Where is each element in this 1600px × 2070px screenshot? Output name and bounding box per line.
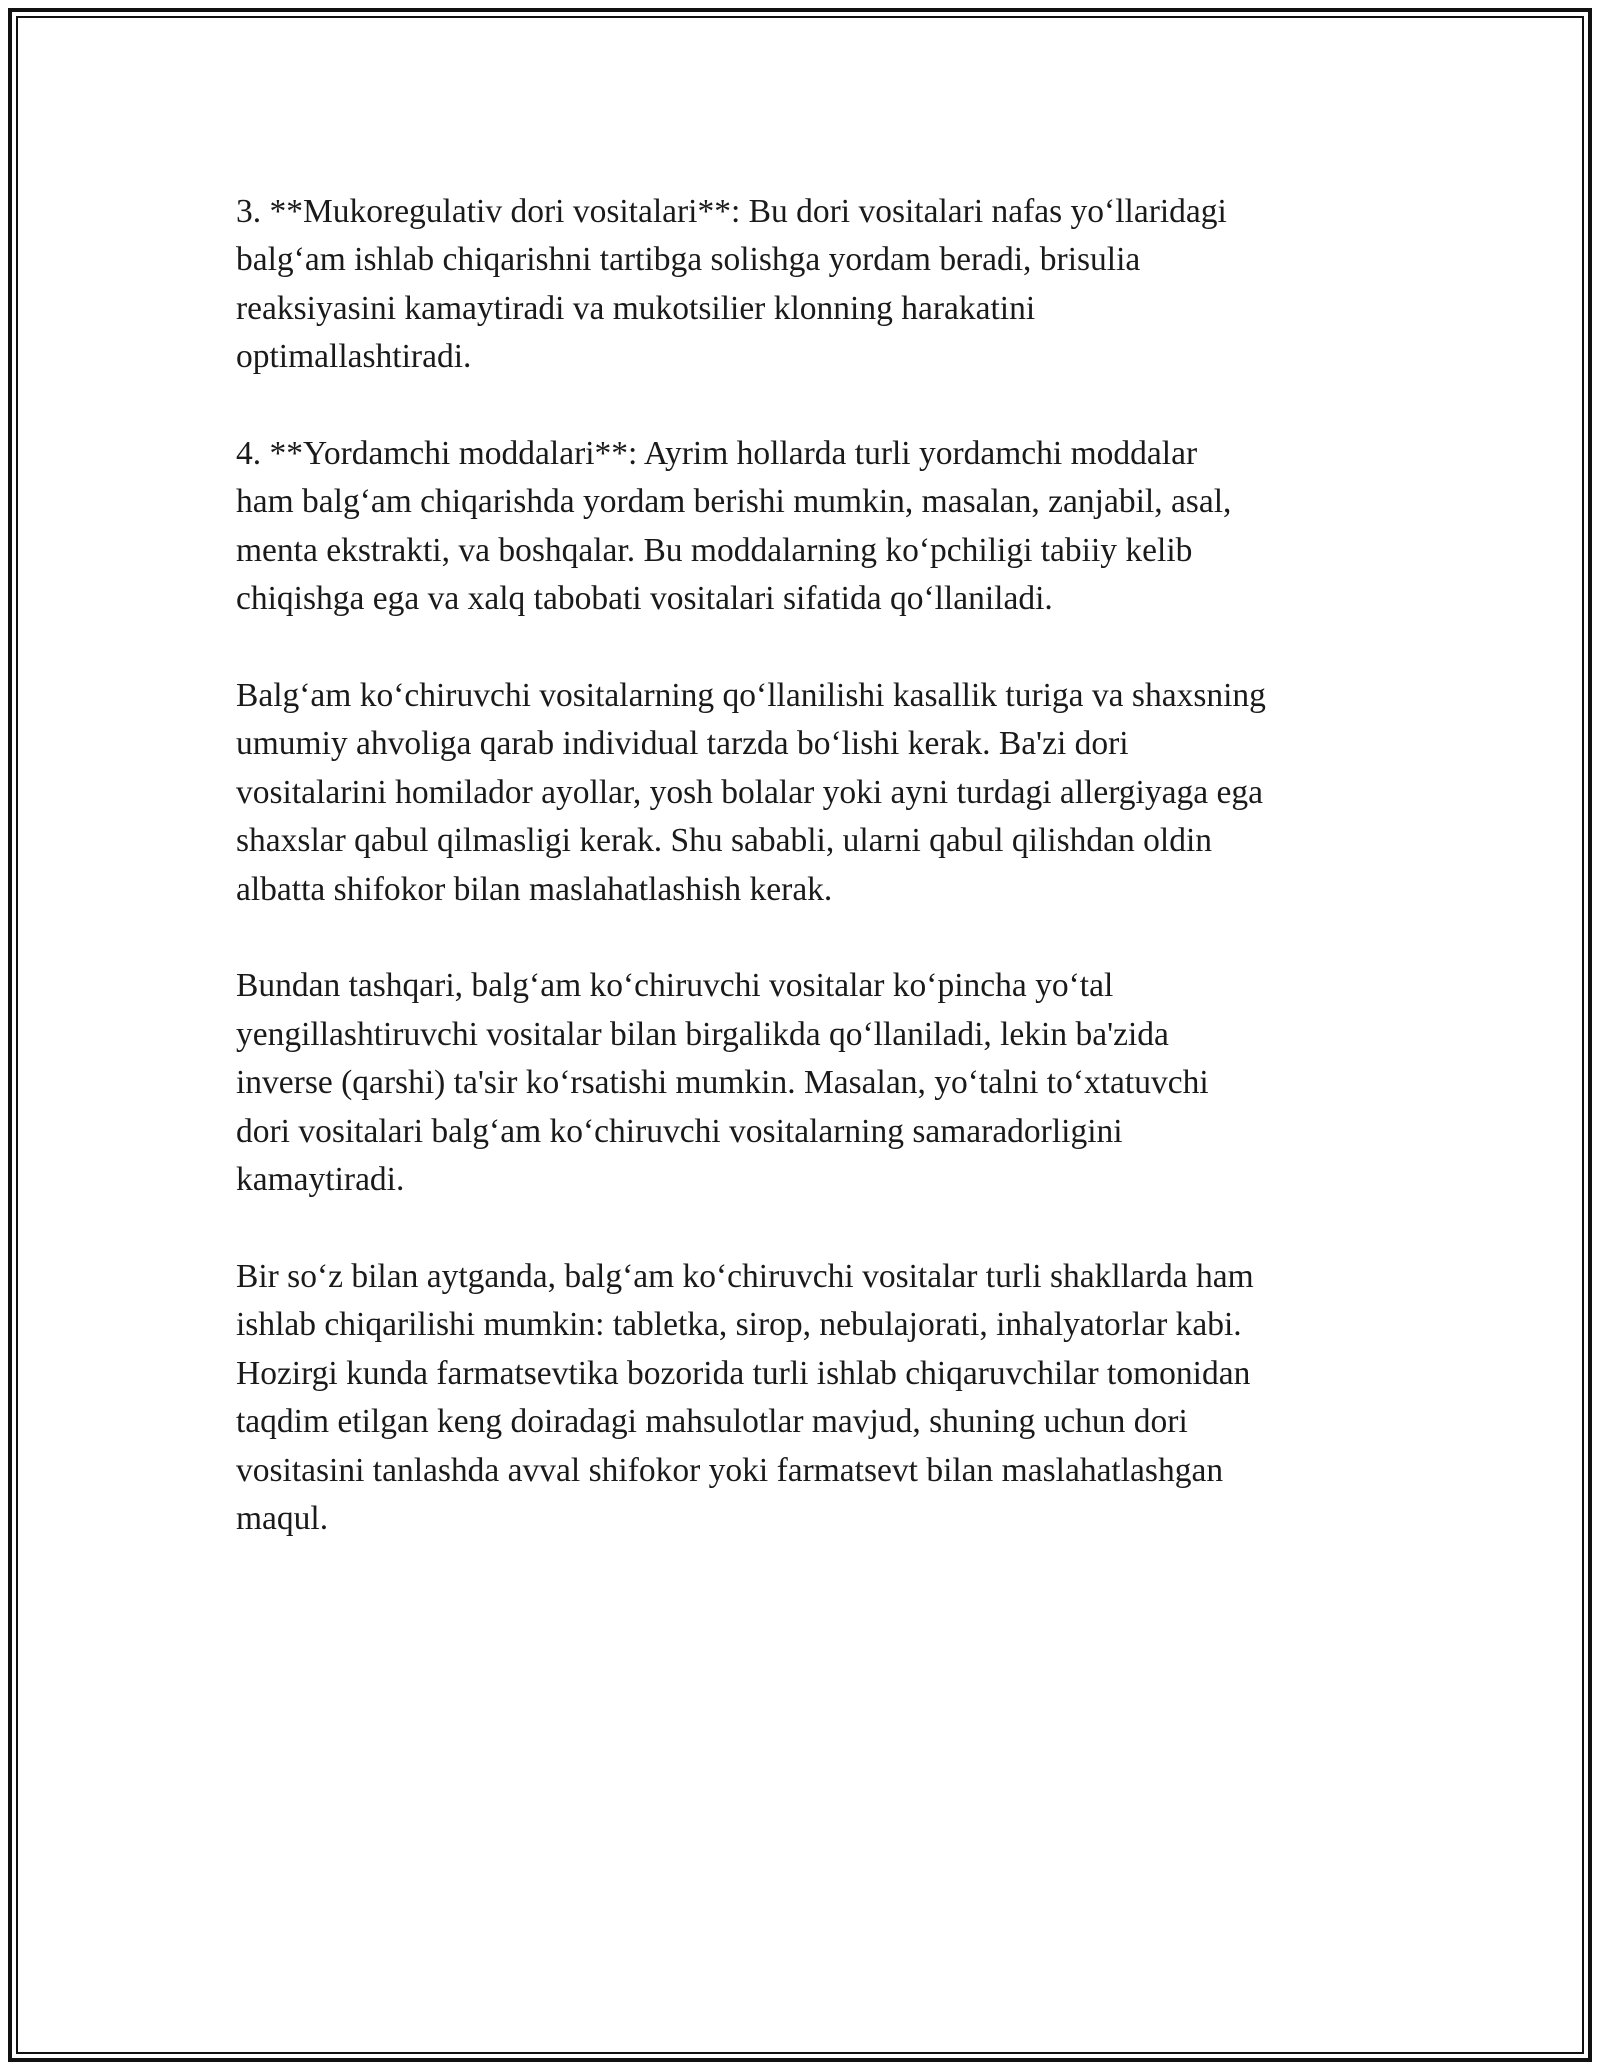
text-line: vositasini tanlashda avval shifokor yoki farmatsevt bilan maslahatlashgan bbox=[236, 1451, 1224, 1489]
text-line: yengillashtiruvchi vositalar bilan birgalikda qo‘llaniladi, lekin ba'zida bbox=[236, 1015, 1169, 1053]
text-line: menta ekstrakti, va boshqalar. Bu moddalarning ko‘pchiligi tabiiy kelib bbox=[236, 531, 1193, 569]
text-line: albatta shifokor bilan maslahatlashish kerak. bbox=[236, 870, 833, 908]
text-line: shaxslar qabul qilmasligi kerak. Shu sababli, ularni qabul qilishdan oldin bbox=[236, 822, 1212, 860]
text-line: Hozirgi kunda farmatsevtika bozorida turli ishlab chiqaruvchilar tomonidan bbox=[236, 1354, 1251, 1392]
text-line: umumiy ahvoliga qarab individual tarzda bo‘lishi kerak. Ba'zi dori bbox=[236, 725, 1129, 763]
text-line: dori vositalari balg‘am ko‘chiruvchi vositalarning samaradorligini bbox=[236, 1112, 1123, 1150]
text-line: chiqishga ega va xalq tabobati vositalari sifatida qo‘llaniladi. bbox=[236, 580, 1053, 618]
text-line: kamaytiradi. bbox=[236, 1161, 405, 1199]
paragraph-bir-soz bbox=[236, 1253, 1376, 1543]
text-line: ham balg‘am chiqarishda yordam berishi mumkin, masalan, zanjabil, asal, bbox=[236, 483, 1232, 521]
text-line: Bundan tashqari, balg‘am ko‘chiruvchi vositalar ko‘pincha yo‘tal bbox=[236, 967, 1114, 1005]
text-line: ishlab chiqarilishi mumkin: tabletka, sirop, nebulajorati, inhalyatorlar kabi. bbox=[236, 1306, 1242, 1344]
text-line: optimallashtiradi. bbox=[236, 338, 472, 376]
text-line: 3. **Mukoregulativ dori vositalari**: Bu dori vositalari nafas yo‘llaridagi bbox=[236, 193, 1227, 230]
paragraph-bundan-tashqari bbox=[236, 962, 1376, 1204]
text-line: reaksiyasini kamaytiradi va mukotsilier klonning harakatini bbox=[236, 289, 1036, 327]
text-line: vositalarini homilador ayollar, yosh bolalar yoki ayni turdagi allergiyaga ega bbox=[236, 773, 1263, 811]
text-line: inverse (qarshi) ta'sir ko‘rsatishi mumkin. Masalan, yo‘talni to‘xtatuvchi bbox=[236, 1064, 1209, 1102]
paragraph-yordamchi bbox=[236, 430, 1376, 624]
text-line: 4. **Yordamchi moddalari**: Ayrim hollarda turli yordamchi moddalar bbox=[236, 435, 1198, 473]
paragraph-mukoregulativ bbox=[236, 188, 1376, 382]
text-line: maqul. bbox=[236, 1499, 329, 1537]
text-line: taqdim etilgan keng doiradagi mahsulotlar mavjud, shuning uchun dori bbox=[236, 1403, 1188, 1441]
text-line: Balg‘am ko‘chiruvchi vositalarning qo‘llanilishi kasallik turiga va shaxsning bbox=[236, 677, 1266, 715]
document-body bbox=[236, 188, 1376, 1592]
paragraph-qollanilishi bbox=[236, 672, 1376, 914]
text-line: balg‘am ishlab chiqarishni tartibga solishga yordam beradi, brisulia bbox=[236, 241, 1141, 279]
text-line: Bir so‘z bilan aytganda, balg‘am ko‘chiruvchi vositalar turli shakllarda ham bbox=[236, 1257, 1254, 1295]
